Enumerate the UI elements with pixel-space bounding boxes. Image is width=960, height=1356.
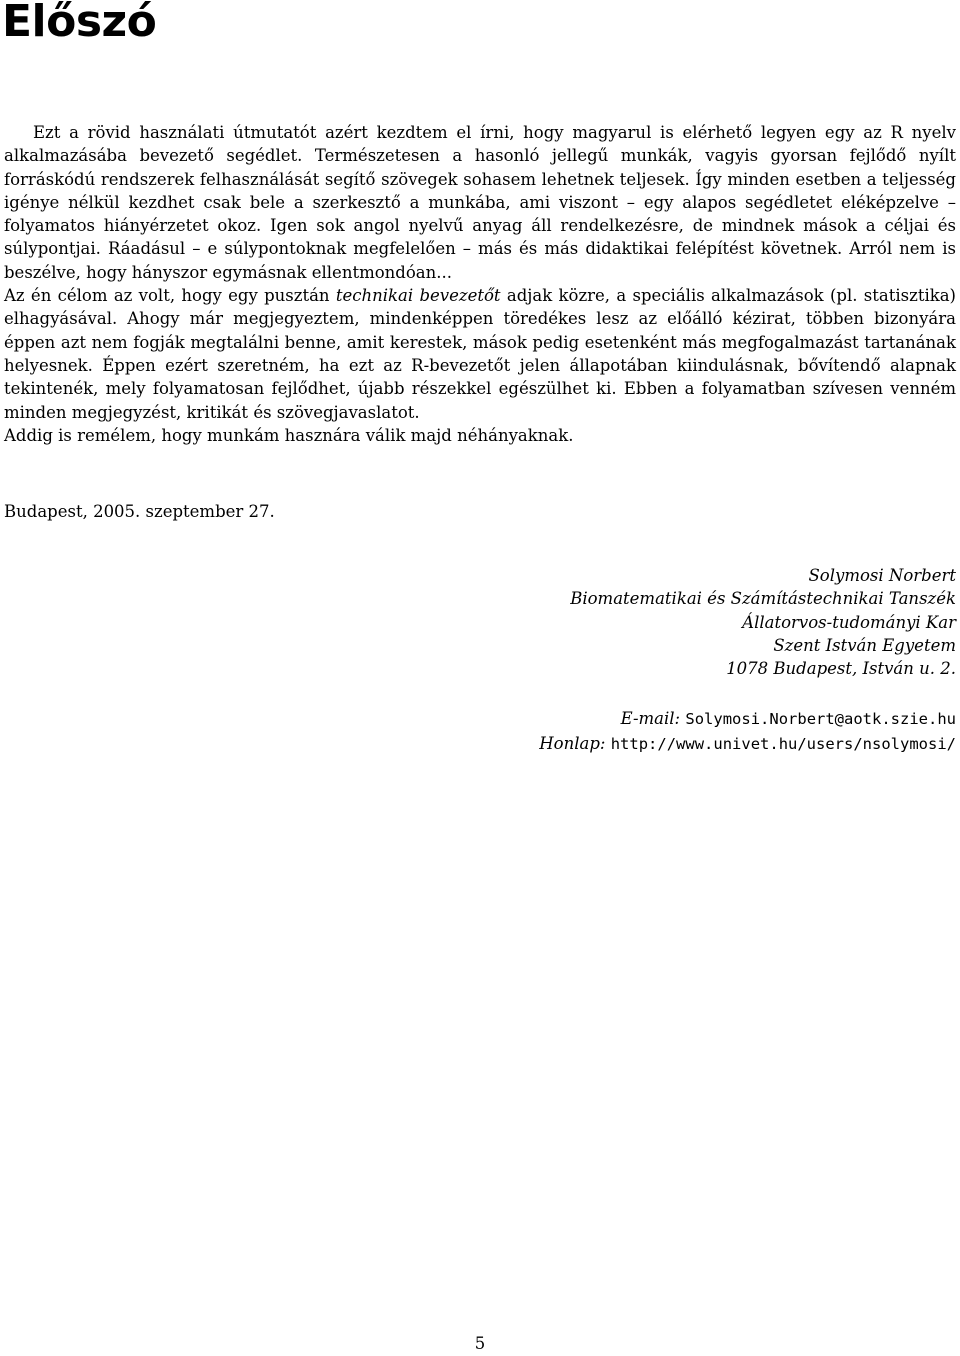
postal-address: 1078 Budapest, István u. 2.	[726, 659, 956, 679]
email-label: E-mail:	[620, 709, 681, 729]
homepage-url: http://www.univet.hu/users/nsolymosi/	[610, 734, 956, 753]
signature-block	[256, 564, 956, 756]
paragraph-1-text: Ezt a rövid használati útmutatót azért kezdtem el írni, hogy magyarul is elérhető legyen egy az R nyelv alkalmazásába bevezető segédlet. Természetesen a hasonló jellegű munkák, vagyis gyorsan fejlődő nyílt forráskódú rendszerek felhasználását segítő szövegek sohasem lehetnek teljesek. Így minden esetben a teljesség igénye nélkül kezdhet csak bele a szerkesztő a munkába, ami viszont – egy alapos segédletet eléképzelve – folyamatos hiányérzetet okoz. Igen sok angol nyelvű anyag áll rendelkezésre, de mindnek mások a céljai és súlypontjai. Ráadásul – e súlypontoknak megfelelően – más és más didaktikai felépítést követnek. Arról nem is beszélve, hogy hányszor egymásnak ellentmondóan...	[4, 123, 956, 282]
paragraph-2	[4, 284, 956, 424]
paragraph-2-emphasis: technikai bevezetőt	[335, 286, 501, 306]
faculty: Állatorvos-tudományi Kar	[742, 612, 956, 632]
paragraph-2-text-start: Az én célom az volt, hogy egy pusztán	[4, 286, 336, 306]
signature-spacer	[256, 680, 956, 707]
page-title: Előszó	[2, 0, 157, 47]
date-line: Budapest, 2005. szeptember 27.	[4, 502, 275, 521]
author-name: Solymosi Norbert	[808, 566, 956, 585]
homepage-label: Honlap:	[539, 733, 606, 753]
preface-body	[4, 121, 956, 447]
paragraph-3	[4, 424, 956, 447]
paragraph-2-text-end: adjak közre, a speciális alkalmazások (pl. statisztika) elhagyásával. Ahogy már megjegyeztem, mindenképpen töredékes lesz az előálló kézirat, többen bizonyára éppen azt nem fogják megtalálni benne, amit kerestek, mások pedig esetenként más megfogalmazást tartanának helyesnek. Éppen ezért szeretném, ha ezt az R-bevezetőt jelen állapotában kiindulásnak, bővítendő alapnak tekintenék, mely folyamatosan fejlődhet, újabb részekkel egészülhet ki. Ebben a folyamatban szívesen venném minden megjegyzést, kritikát és szövegjavaslatot.	[4, 286, 956, 422]
email-address: Solymosi.Norbert@aotk.szie.hu	[685, 710, 956, 729]
university: Szent István Egyetem	[773, 635, 956, 655]
department: Biomatematikai és Számítástechnikai Tanszék	[570, 589, 956, 609]
paragraph-3-text: Addig is remélem, hogy munkám hasznára válik majd néhányaknak.	[4, 425, 574, 445]
paragraph-1	[4, 121, 956, 284]
homepage-line	[256, 732, 956, 756]
email-line	[256, 707, 956, 731]
page-number: 5	[474, 1334, 486, 1353]
